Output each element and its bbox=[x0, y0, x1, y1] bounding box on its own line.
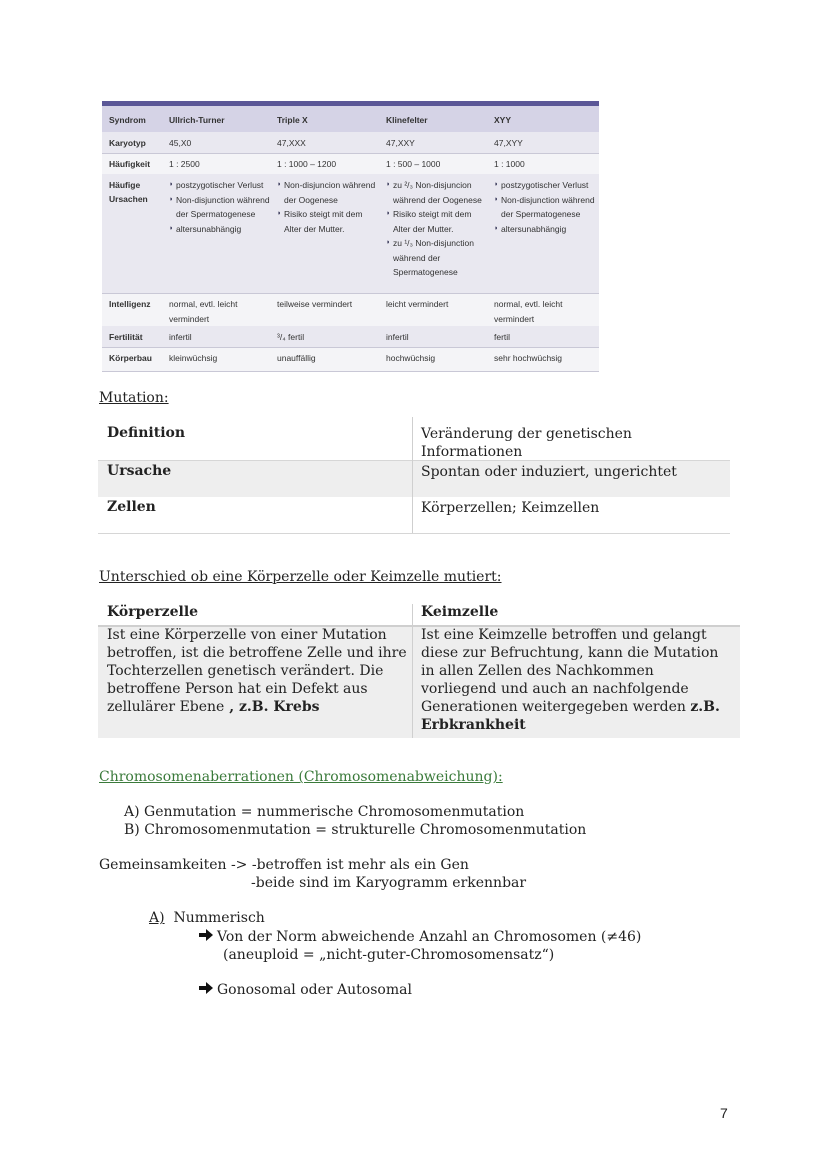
cell-text: ◗ zu ¹/₃ Non-disjunction während der Spermatogenese bbox=[386, 236, 489, 280]
cell-text: ◗ Risiko steigt mit dem Alter der Mutter. bbox=[386, 207, 489, 236]
table-row bbox=[102, 326, 599, 348]
table-cell bbox=[386, 330, 489, 345]
page-number: 7 bbox=[720, 1105, 728, 1121]
row-label: Intelligenz bbox=[109, 299, 151, 309]
table-row bbox=[102, 153, 599, 175]
sub-title: Nummerisch bbox=[173, 910, 265, 926]
cell-text: ◗ altersunabhängig bbox=[494, 222, 597, 237]
row-label: Fertilität bbox=[109, 332, 143, 342]
cell-text: ³/₄ fertil bbox=[277, 332, 305, 342]
aberration-heading: Chromosomenaberrationen (Chromosomenabweichung): bbox=[99, 769, 503, 785]
row-value: Körperzellen; Keimzellen bbox=[421, 500, 600, 516]
table-cell bbox=[494, 157, 597, 172]
koerperzelle-text bbox=[107, 626, 407, 716]
cell-text: 1 : 2500 bbox=[169, 159, 200, 169]
point-text: Von der Norm abweichende Anzahl an Chromosomen (≠46) bbox=[217, 929, 642, 945]
cell-text: 47,XYY bbox=[494, 138, 523, 148]
cell-text: infertil bbox=[169, 332, 192, 342]
divider bbox=[412, 417, 413, 533]
divider bbox=[412, 604, 413, 738]
table-cell bbox=[277, 136, 380, 151]
table-cell bbox=[277, 297, 380, 312]
table-cell bbox=[169, 178, 272, 236]
cell-text: 1 : 1000 bbox=[494, 159, 525, 169]
header-cell: Klinefelter bbox=[386, 115, 428, 125]
list-item-b: B) Chromosomenmutation = strukturelle Chromosomenmutation bbox=[124, 822, 587, 838]
cell-text: ◗ zu ²/₃ Non-disjuncion während der Oogenese bbox=[386, 178, 489, 207]
cell-text: 45,X0 bbox=[169, 138, 192, 148]
column-header: Körperzelle bbox=[107, 604, 199, 620]
row-label: Häufige Ursachen bbox=[109, 180, 148, 204]
column-header: Keimzelle bbox=[421, 604, 499, 620]
table-cell bbox=[169, 351, 272, 366]
table-row bbox=[98, 461, 730, 497]
table-cell bbox=[277, 351, 380, 366]
row-key: Definition bbox=[107, 425, 186, 441]
table-cell bbox=[386, 178, 489, 280]
arrow-right-icon bbox=[199, 929, 217, 945]
cell-text: ◗ Non-disjuncion während der Oogenese bbox=[277, 178, 380, 207]
cell-text: sehr hochwüchsig bbox=[494, 353, 563, 363]
table-cell bbox=[386, 136, 489, 151]
cell-text: unauffällig bbox=[277, 353, 316, 363]
cell-text: ◗ Risiko steigt mit dem Alter der Mutter. bbox=[277, 207, 380, 236]
table-row bbox=[102, 174, 599, 294]
keimzelle-text bbox=[421, 626, 731, 734]
cell-text: infertil bbox=[386, 332, 409, 342]
row-value: Veränderung der genetischen Informationen bbox=[421, 426, 632, 460]
table-cell bbox=[277, 330, 380, 345]
text: Ist eine Körperzelle von einer Mutation betroffen, ist die betroffene Zelle und ihre Tochterzellen genetisch verändert. Die betroffene Person hat ein Defekt aus zellulärer Ebene bbox=[107, 627, 407, 715]
cell-text: ◗ Non-disjunction während der Spermatogenese bbox=[494, 193, 597, 222]
cell-text: leicht vermindert bbox=[386, 299, 449, 309]
cell-text: 47,XXY bbox=[386, 138, 415, 148]
table-cell bbox=[386, 351, 489, 366]
header-cell: Syndrom bbox=[109, 115, 146, 125]
cell-text: ◗ postzygotischer Verlust bbox=[169, 178, 272, 193]
example-bold: , z.B. Krebs bbox=[229, 699, 320, 715]
table-cell bbox=[169, 157, 272, 172]
header-cell: Ullrich-Turner bbox=[169, 115, 225, 125]
table-row bbox=[102, 132, 599, 154]
cell-text: kleinwüchsig bbox=[169, 353, 218, 363]
row-label: Karyotyp bbox=[109, 138, 146, 148]
difference-heading: Unterschied ob eine Körperzelle oder Keimzelle mutiert: bbox=[99, 569, 502, 585]
common-line-1: Gemeinsamkeiten -> -betroffen ist mehr als ein Gen bbox=[99, 857, 469, 873]
row-label: Häufigkeit bbox=[109, 159, 151, 169]
header-cell: XYY bbox=[494, 115, 512, 125]
common-line-2: -beide sind im Karyogramm erkennbar bbox=[251, 875, 527, 891]
table-cell bbox=[386, 157, 489, 172]
cell-text: normal, evtl. leicht vermindert bbox=[169, 299, 238, 324]
table-cell bbox=[494, 178, 597, 236]
table-cell bbox=[494, 136, 597, 151]
point-1 bbox=[199, 929, 641, 945]
table-row bbox=[102, 293, 599, 327]
cell-text: ◗ Non-disjunction während der Spermatogenese bbox=[169, 193, 272, 222]
cell-text: fertil bbox=[494, 332, 511, 342]
mutation-heading: Mutation: bbox=[99, 390, 169, 406]
cell-text: ◗ altersunabhängig bbox=[169, 222, 272, 237]
point-1-line-2: (aneuploid = „nicht-guter-Chromosomensatz“) bbox=[223, 947, 555, 963]
syndrome-table bbox=[102, 101, 599, 371]
cell-text: hochwüchsig bbox=[386, 353, 436, 363]
table-header-row bbox=[102, 106, 599, 132]
row-label: Körperbau bbox=[109, 353, 152, 363]
text: Ist eine Keimzelle betroffen und gelangt diese zur Befruchtung, kann die Mutation in allen Zellen des Nachkommen vorliegend und auch an nachfolgende Generationen weitergegeben werden bbox=[421, 627, 719, 715]
cell-text: 1 : 1000 – 1200 bbox=[277, 159, 337, 169]
sub-marker: A) bbox=[149, 910, 165, 926]
table-cell bbox=[277, 178, 380, 236]
table-cell bbox=[386, 297, 489, 312]
sub-heading bbox=[149, 910, 265, 926]
header-cell: Triple X bbox=[277, 115, 308, 125]
list-item-a: A) Genmutation = nummerische Chromosomenmutation bbox=[124, 804, 525, 820]
example-bold: z.B. Erbkrankheit bbox=[421, 699, 720, 733]
row-key: Ursache bbox=[107, 463, 172, 479]
table-cell bbox=[494, 297, 597, 326]
point-2 bbox=[199, 982, 412, 998]
table-row bbox=[102, 347, 599, 372]
point-text: Gonosomal oder Autosomal bbox=[217, 982, 412, 998]
table-cell bbox=[494, 330, 597, 345]
cell-text: 47,XXX bbox=[277, 138, 306, 148]
divider bbox=[98, 533, 730, 534]
table-cell bbox=[169, 330, 272, 345]
row-key: Zellen bbox=[107, 499, 156, 515]
table-cell bbox=[277, 157, 380, 172]
table-row bbox=[98, 497, 730, 533]
cell-text: 1 : 500 – 1000 bbox=[386, 159, 441, 169]
cell-text: ◗ postzygotischer Verlust bbox=[494, 178, 597, 193]
cell-text: teilweise vermindert bbox=[277, 299, 353, 309]
table-row bbox=[98, 417, 730, 459]
table-cell bbox=[169, 136, 272, 151]
table-cell bbox=[169, 297, 272, 326]
divider bbox=[98, 460, 730, 461]
row-value: Spontan oder induziert, ungerichtet bbox=[421, 464, 677, 480]
arrow-right-icon bbox=[199, 982, 217, 998]
cell-text: normal, evtl. leicht vermindert bbox=[494, 299, 563, 324]
table-cell bbox=[494, 351, 597, 366]
